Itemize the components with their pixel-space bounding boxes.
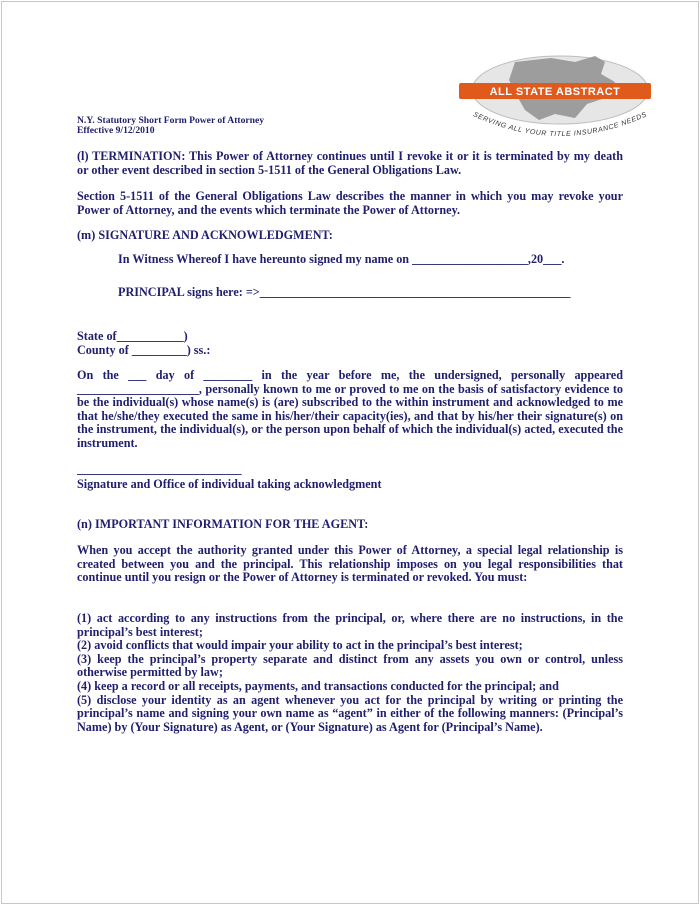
all-state-abstract-logo — [455, 48, 665, 140]
logo-name: ALL STATE ABSTRACT — [489, 86, 621, 98]
acknowledgment-paragraph: On the ___ day of ________ in the year before me, the undersigned, personally appeared ____________________, personally known to me or proved to me on the basis of satisfactory evidence to be the individual(s) whose name(s) is (are) subscribed to the within instrument and acknowledged to me that he/she/they executed the same in his/her/their capacity(ies), and that by his/her their signature(s) on the instrument, the individual(s), or the person upon behalf of which the individual(s) acted, executed the instrument. — [77, 368, 623, 450]
termination-paragraph: (l) TERMINATION: This Power of Attorney continues until I revoke it or it is terminated by my death or other event described in section 5-1511 of the General Obligations Law. — [77, 149, 623, 177]
duty-item: (4) keep a record or all receipts, payments, and transactions conducted for the principal; and — [77, 678, 559, 693]
duty-item: (2) avoid conflicts that would impair your ability to act in the principal’s best interest; — [77, 638, 523, 653]
agent-info-heading: (n) IMPORTANT INFORMATION FOR THE AGENT: — [77, 517, 369, 531]
witness-line: In Witness Whereof I have hereunto signed my name on ___________________,20___. — [118, 252, 565, 266]
duty-item: (5) disclose your identity as an agent whenever you act for the principal by writing or printing the principal’s name and signing your own name as “agent” in either of the following manners: (Principal’s Name) by (Your Signature) as Agent, or (Your Signature) as Agent for (Principal’s Name). — [77, 692, 623, 734]
form-title: N.Y. Statutory Short Form Power of Attorney — [77, 115, 265, 126]
state-line: State of___________) — [77, 329, 188, 343]
section-5-1511-paragraph: Section 5-1511 of the General Obligations Law describes the manner in which you may revoke your Power of Attorney, and the events which terminate the Power of Attorney. — [77, 189, 623, 217]
agent-info-intro: When you accept the authority granted under this Power of Attorney, a special legal relationship is created between you and the principal. This relationship imposes on you legal responsibilities that continue until you resign or the Power of Attorney is terminated or revoked. You must: — [77, 543, 623, 585]
agent-duties-list — [77, 612, 623, 734]
duty-item: (3) keep the principal’s property separate and distinct from any assets you own or control, unless otherwise permitted by law; — [77, 651, 623, 680]
notary-signature-line: ___________________________ — [77, 462, 242, 476]
principal-sign-line: PRINCIPAL signs here: =>___________________________________________________ — [118, 285, 571, 299]
county-line: County of _________) ss.: — [77, 343, 211, 357]
logo-tagline: SERVING ALL YOUR TITLE INSURANCE NEEDS — [471, 111, 649, 139]
form-header — [77, 116, 264, 136]
duty-item: (1) act according to any instructions from the principal, or, where there are no instructions, in the principal’s best interest; — [77, 611, 623, 639]
notary-caption: Signature and Office of individual taking acknowledgment — [77, 477, 382, 491]
effective-date: Effective 9/12/2010 — [77, 125, 155, 136]
signature-heading: (m) SIGNATURE AND ACKNOWLEDGMENT: — [77, 228, 333, 242]
